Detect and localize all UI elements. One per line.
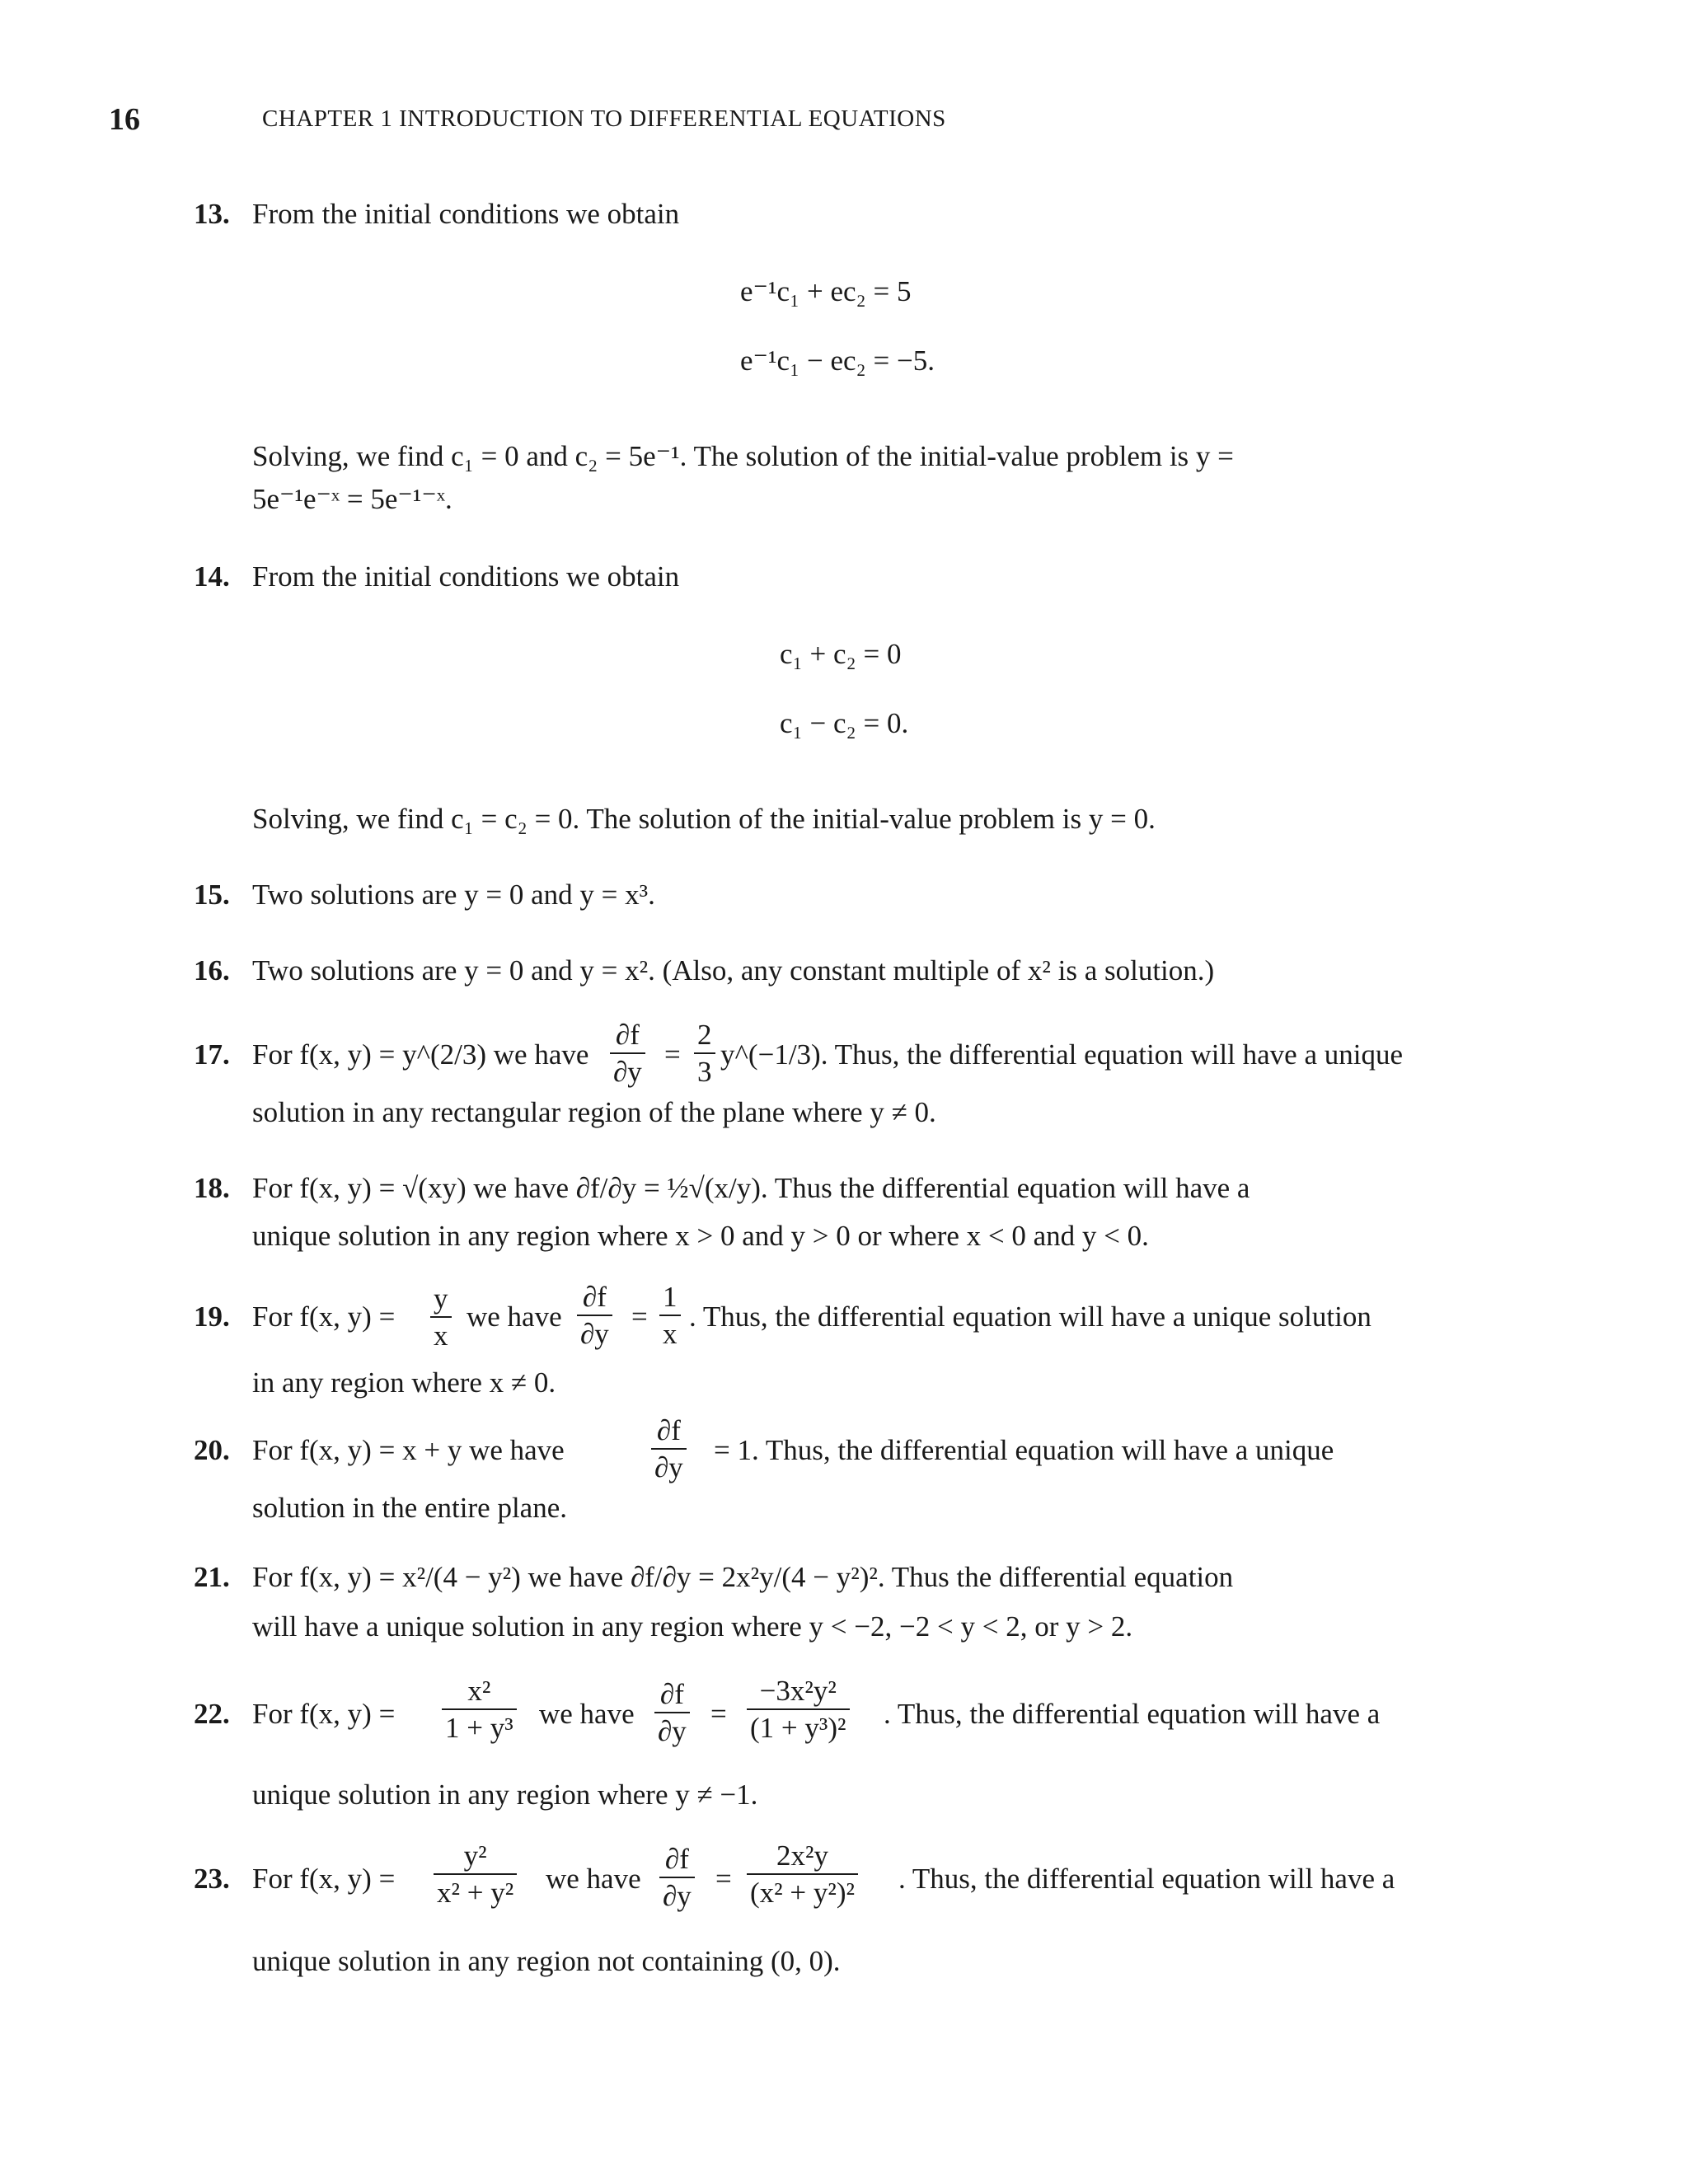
problem-19-line-2: in any region where x ≠ 0.: [252, 1366, 556, 1399]
equals-sign: =: [631, 1301, 648, 1333]
problem-17-number: 17.: [194, 1038, 230, 1071]
problem-14-equation-1: c₁ + c₂ = 0: [780, 638, 902, 670]
problem-19-fraction-y-over-x: [430, 1284, 452, 1350]
problem-14-solution: Solving, we find c₁ = c₂ = 0. The solution of the initial-value problem is y = 0.: [252, 803, 1156, 835]
problem-21-line-1: For f(x, y) = x²/(4 − y²) we have ∂f/∂y = 2x²y/(4 − y²)². Thus the differential equation: [252, 1561, 1234, 1593]
problem-14-number: 14.: [194, 560, 230, 593]
problem-14-equation-2: c₁ − c₂ = 0.: [780, 707, 909, 739]
fraction-numerator: 2: [697, 1019, 712, 1051]
fraction-denominator: ∂y: [654, 1451, 683, 1483]
problem-21-line-2: will have a unique solution in any region where y < −2, −2 < y < 2, or y > 2.: [252, 1610, 1133, 1643]
fraction-denominator: 1 + y³: [445, 1712, 513, 1744]
problem-22-fraction-derivative: [747, 1676, 850, 1742]
problem-19-post: . Thus, the differential equation will have a unique solution: [689, 1301, 1372, 1333]
fraction-numerator: y²: [463, 1840, 487, 1872]
problem-20-number: 20.: [194, 1434, 230, 1466]
problem-23-pre: For f(x, y) =: [252, 1863, 396, 1895]
problem-13-equation-2: e⁻¹c₁ − ec₂ = −5.: [740, 344, 935, 377]
fraction-denominator: ∂y: [663, 1880, 692, 1912]
problem-22-line-2: unique solution in any region where y ≠ −1.: [252, 1779, 758, 1811]
fraction-denominator: ∂y: [613, 1056, 642, 1088]
problem-22-pre: For f(x, y) =: [252, 1698, 396, 1730]
problem-13-solution-line-2: 5e⁻¹e⁻ˣ = 5e⁻¹⁻ˣ.: [252, 483, 452, 515]
problem-22-mid: we have: [539, 1698, 635, 1730]
page-number: 16: [109, 102, 140, 137]
fraction-denominator: 3: [697, 1056, 712, 1088]
problem-18-line-1: For f(x, y) = √(xy) we have ∂f/∂y = ½√(x/y). Thus the differential equation will have a: [252, 1172, 1250, 1204]
problem-20-line-2: solution in the entire plane.: [252, 1492, 567, 1524]
problem-22-fraction-f: [442, 1676, 517, 1742]
fraction-numerator: −3x²y²: [759, 1675, 837, 1707]
problem-23-fraction-df-dy: [659, 1844, 695, 1910]
problem-23-fraction-f: [434, 1841, 517, 1907]
fraction-numerator: 1: [663, 1281, 678, 1313]
running-head: CHAPTER 1 INTRODUCTION TO DIFFERENTIAL EQUATIONS: [262, 105, 946, 132]
problem-17-post: y^(−1/3). Thus, the differential equation will have a unique: [720, 1038, 1403, 1071]
fraction-denominator: (x² + y²)²: [750, 1877, 856, 1909]
fraction-numerator: 2x²y: [776, 1840, 829, 1872]
problem-16-text: Two solutions are y = 0 and y = x². (Also, any constant multiple of x² is a solution.): [252, 954, 1215, 987]
problem-13-solution-line-1: Solving, we find c₁ = 0 and c₂ = 5e⁻¹. The solution of the initial-value problem is y =: [252, 440, 1234, 472]
problem-23-mid: we have: [546, 1863, 641, 1895]
problem-20-pre: For f(x, y) = x + y we have: [252, 1434, 565, 1466]
problem-21-number: 21.: [194, 1561, 230, 1593]
problem-19-number: 19.: [194, 1301, 230, 1333]
problem-22-fraction-df-dy: [654, 1680, 690, 1746]
problem-20-fraction-df-dy: [651, 1416, 687, 1482]
fraction-denominator: x² + y²: [437, 1877, 514, 1909]
fraction-numerator: ∂f: [659, 1678, 684, 1710]
fraction-denominator: ∂y: [658, 1715, 687, 1747]
problem-23-line-2: unique solution in any region not containing (0, 0).: [252, 1945, 841, 1977]
fraction-numerator: ∂f: [615, 1019, 640, 1051]
problem-13-number: 13.: [194, 198, 230, 230]
problem-17-line-2: solution in any rectangular region of the plane where y ≠ 0.: [252, 1096, 936, 1128]
equals-sign: =: [715, 1863, 732, 1895]
problem-18-line-2: unique solution in any region where x > 0 and y > 0 or where x < 0 and y < 0.: [252, 1220, 1149, 1252]
problem-18-number: 18.: [194, 1172, 230, 1204]
problem-23-number: 23.: [194, 1863, 230, 1895]
equals-sign: =: [664, 1038, 681, 1071]
fraction-denominator: (1 + y³)²: [750, 1712, 846, 1744]
problem-15-number: 15.: [194, 879, 230, 911]
problem-23-post: . Thus, the differential equation will have a: [898, 1863, 1395, 1895]
problem-20-post: = 1. Thus, the differential equation will have a unique: [714, 1434, 1334, 1466]
equals-sign: =: [710, 1698, 727, 1730]
problem-17-fraction-df-dy: [610, 1020, 645, 1086]
fraction-denominator: x: [663, 1318, 678, 1350]
problem-15-text: Two solutions are y = 0 and y = x³.: [252, 879, 655, 911]
problem-23-fraction-derivative: [747, 1841, 858, 1907]
problem-22-number: 22.: [194, 1698, 230, 1730]
fraction-denominator: x: [434, 1319, 448, 1352]
problem-13-equation-1: e⁻¹c₁ + ec₂ = 5: [740, 275, 912, 307]
problem-14-intro: From the initial conditions we obtain: [252, 560, 680, 593]
fraction-numerator: ∂f: [656, 1414, 681, 1446]
problem-17-pre: For f(x, y) = y^(2/3) we have: [252, 1038, 589, 1071]
fraction-numerator: ∂f: [582, 1281, 607, 1313]
problem-13-intro: From the initial conditions we obtain: [252, 198, 680, 230]
fraction-numerator: ∂f: [664, 1843, 689, 1875]
fraction-numerator: y: [434, 1282, 448, 1315]
problem-19-pre: For f(x, y) =: [252, 1301, 396, 1333]
fraction-denominator: ∂y: [580, 1318, 609, 1350]
fraction-numerator: x²: [467, 1675, 491, 1707]
problem-22-post: . Thus, the differential equation will have a: [884, 1698, 1381, 1730]
problem-17-fraction-two-thirds: [694, 1020, 715, 1086]
problem-19-fraction-one-over-x: [659, 1282, 681, 1348]
problem-19-mid: we have: [467, 1301, 562, 1333]
problem-19-fraction-df-dy: [577, 1282, 612, 1348]
problem-16-number: 16.: [194, 954, 230, 987]
